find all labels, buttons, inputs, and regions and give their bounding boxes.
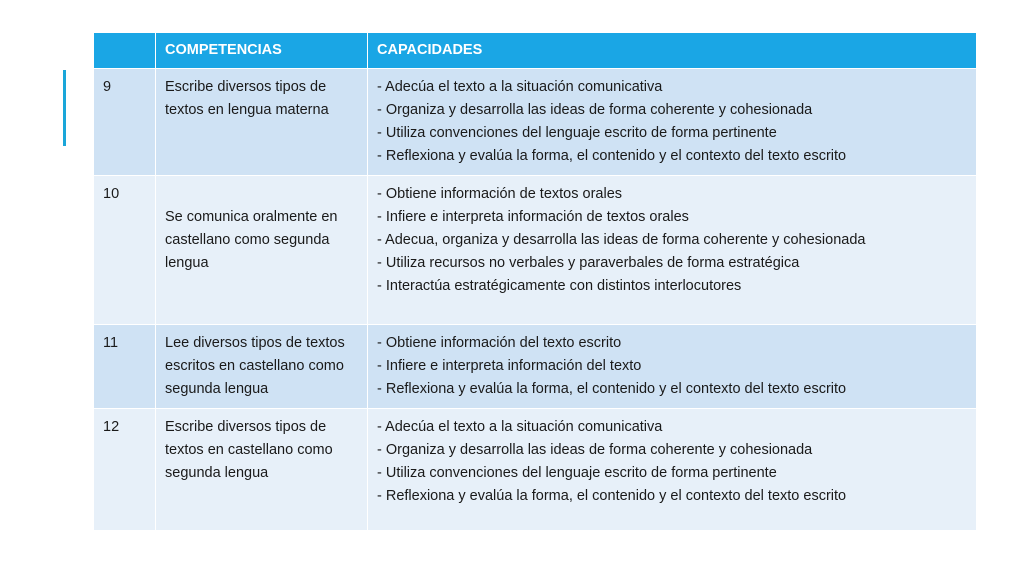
capacidades-cell bbox=[368, 325, 977, 409]
capacidad-item: - Utiliza recursos no verbales y paraverbales de forma estratégica bbox=[377, 255, 800, 271]
table-row bbox=[94, 409, 977, 531]
capacidad-item: - Infiere e interpreta información de textos orales bbox=[377, 209, 689, 225]
capacidad-item: - Organiza y desarrolla las ideas de forma coherente y cohesionada bbox=[377, 102, 813, 118]
competencia-cell bbox=[156, 325, 368, 409]
capacidad-item: - Reflexiona y evalúa la forma, el contenido y el contexto del texto escrito bbox=[377, 148, 847, 164]
capacidad-item: - Adecúa el texto a la situación comunicativa bbox=[377, 419, 663, 435]
capacidad-item: - Interactúa estratégicamente con distintos interlocutores bbox=[377, 278, 742, 294]
competencia-text: Escribe diversos tipos de textos en lengua materna bbox=[165, 79, 329, 118]
table-row bbox=[94, 176, 977, 325]
row-number: 9 bbox=[94, 69, 156, 176]
capacidad-item: - Adecúa el texto a la situación comunicativa bbox=[377, 79, 663, 95]
slide-accent-bar bbox=[63, 70, 66, 146]
competencia-cell bbox=[156, 409, 368, 531]
row-number: 12 bbox=[94, 409, 156, 531]
competencia-text: Escribe diversos tipos de textos en castellano como segunda lengua bbox=[165, 419, 333, 481]
capacidades-cell bbox=[368, 176, 977, 325]
competencia-text: Lee diversos tipos de textos escritos en castellano como segunda lengua bbox=[165, 335, 345, 397]
capacidad-item: - Obtiene información de textos orales bbox=[377, 186, 623, 202]
header-number bbox=[94, 33, 156, 69]
capacidad-item: - Utiliza convenciones del lenguaje escrito de forma pertinente bbox=[377, 125, 777, 141]
table-row bbox=[94, 325, 977, 409]
table-header-row bbox=[94, 33, 977, 69]
capacidades-cell bbox=[368, 409, 977, 531]
table-row bbox=[94, 69, 977, 176]
capacidad-item: - Utiliza convenciones del lenguaje escrito de forma pertinente bbox=[377, 465, 777, 481]
capacidad-item: - Organiza y desarrolla las ideas de forma coherente y cohesionada bbox=[377, 442, 813, 458]
competencia-cell bbox=[156, 69, 368, 176]
capacidad-item: - Reflexiona y evalúa la forma, el contenido y el contexto del texto escrito bbox=[377, 381, 847, 397]
row-number: 11 bbox=[94, 325, 156, 409]
competencia-text: Se comunica oralmente en castellano como segunda lengua bbox=[165, 209, 338, 271]
capacidades-cell bbox=[368, 69, 977, 176]
capacidad-item: - Reflexiona y evalúa la forma, el contenido y el contexto del texto escrito bbox=[377, 488, 847, 504]
capacidad-item: - Adecua, organiza y desarrolla las ideas de forma coherente y cohesionada bbox=[377, 232, 866, 248]
header-capacidades: CAPACIDADES bbox=[368, 33, 977, 69]
capacidad-item: - Obtiene información del texto escrito bbox=[377, 335, 622, 351]
competencias-table bbox=[93, 32, 977, 531]
row-number: 10 bbox=[94, 176, 156, 325]
header-competencias: COMPETENCIAS bbox=[156, 33, 368, 69]
capacidad-item: - Infiere e interpreta información del texto bbox=[377, 358, 642, 374]
competencia-cell bbox=[156, 176, 368, 325]
